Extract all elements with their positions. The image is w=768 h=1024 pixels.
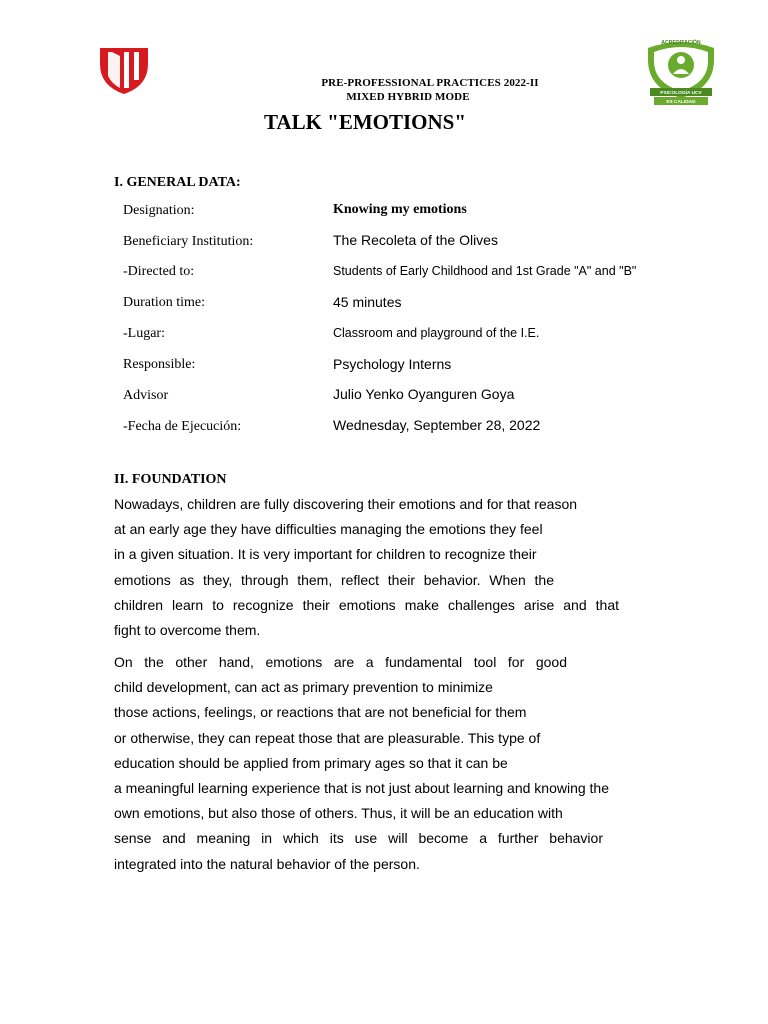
badge-ribbon-text-2: ES CALIDAD bbox=[666, 100, 696, 105]
paragraph-line: emotions as they, through them, reflect their behavior. When the bbox=[114, 571, 554, 588]
row-label-responsible: Responsible: bbox=[123, 357, 196, 372]
paragraph-line: those actions, feelings, or reactions that are not beneficial for them bbox=[114, 704, 527, 721]
paragraph-line: Nowadays, children are fully discovering their emotions and for that reason bbox=[114, 496, 578, 512]
paragraph-line: fight to overcome them. bbox=[114, 622, 261, 639]
paragraph-line: a meaningful learning experience that is not just about learning and knowing the bbox=[114, 780, 609, 797]
row-value-lugar: Classroom and playground of the I.E. bbox=[333, 326, 540, 340]
paragraph-line: integrated into the natural behavior of the person. bbox=[114, 855, 420, 872]
header-practices-line: PRE-PROFESSIONAL PRACTICES 2022-II bbox=[321, 77, 539, 89]
paragraph-line: child development, can act as primary prevention to minimize bbox=[114, 679, 493, 696]
row-value-institution: The Recoleta of the Olives bbox=[333, 232, 498, 248]
paragraph-line: sense and meaning in which its use will become a further behavior bbox=[114, 830, 603, 847]
foundation-paragraph-1 bbox=[114, 492, 654, 643]
row-label-directed-to: -Directed to: bbox=[123, 264, 195, 279]
foundation-heading: II. FOUNDATION bbox=[114, 472, 227, 487]
paragraph-line: in a given situation. It is very important for children to recognize their bbox=[114, 546, 537, 563]
paragraph-line: education should be applied from primary ages so that it can be bbox=[114, 754, 508, 771]
row-label-lugar: -Lugar: bbox=[123, 326, 165, 341]
row-label-designation: Designation: bbox=[123, 203, 195, 218]
row-value-duration: 45 minutes bbox=[333, 294, 402, 310]
paragraph-line: own emotions, but also those of others. Thus, it will be an education with bbox=[114, 805, 563, 822]
row-value-directed-to: Students of Early Childhood and 1st Grade "A" and "B" bbox=[333, 264, 637, 278]
row-label-advisor: Advisor bbox=[123, 388, 169, 403]
foundation-paragraph-2 bbox=[114, 650, 654, 877]
paragraph-line: at an early age they have difficulties managing the emotions they feel bbox=[114, 521, 543, 538]
paragraph-line: On the other hand, emotions are a fundamental tool for good bbox=[114, 654, 567, 670]
badge-top-text: ACREDITACIÓN bbox=[661, 40, 701, 46]
header-mode-line: MIXED HYBRID MODE bbox=[346, 91, 470, 103]
row-value-designation: Knowing my emotions bbox=[333, 202, 467, 217]
row-label-institution: Beneficiary Institution: bbox=[123, 234, 254, 249]
paragraph-line: or otherwise, they can repeat those that are pleasurable. This type of bbox=[114, 729, 541, 746]
row-value-advisor: Julio Yenko Oyanguren Goya bbox=[333, 386, 515, 402]
paragraph-line: children learn to recognize their emotions make challenges arise and that bbox=[114, 596, 619, 613]
general-data-heading: I. GENERAL DATA: bbox=[114, 175, 241, 190]
row-label-fecha: -Fecha de Ejecución: bbox=[123, 419, 242, 434]
page-title: TALK "EMOTIONS" bbox=[263, 110, 467, 134]
row-value-responsible: Psychology Interns bbox=[333, 356, 452, 372]
badge-ribbon-text-1: PSICOLOGÍA UCV bbox=[660, 91, 702, 96]
row-label-duration: Duration time: bbox=[123, 295, 206, 310]
row-value-fecha: Wednesday, September 28, 2022 bbox=[333, 417, 541, 433]
